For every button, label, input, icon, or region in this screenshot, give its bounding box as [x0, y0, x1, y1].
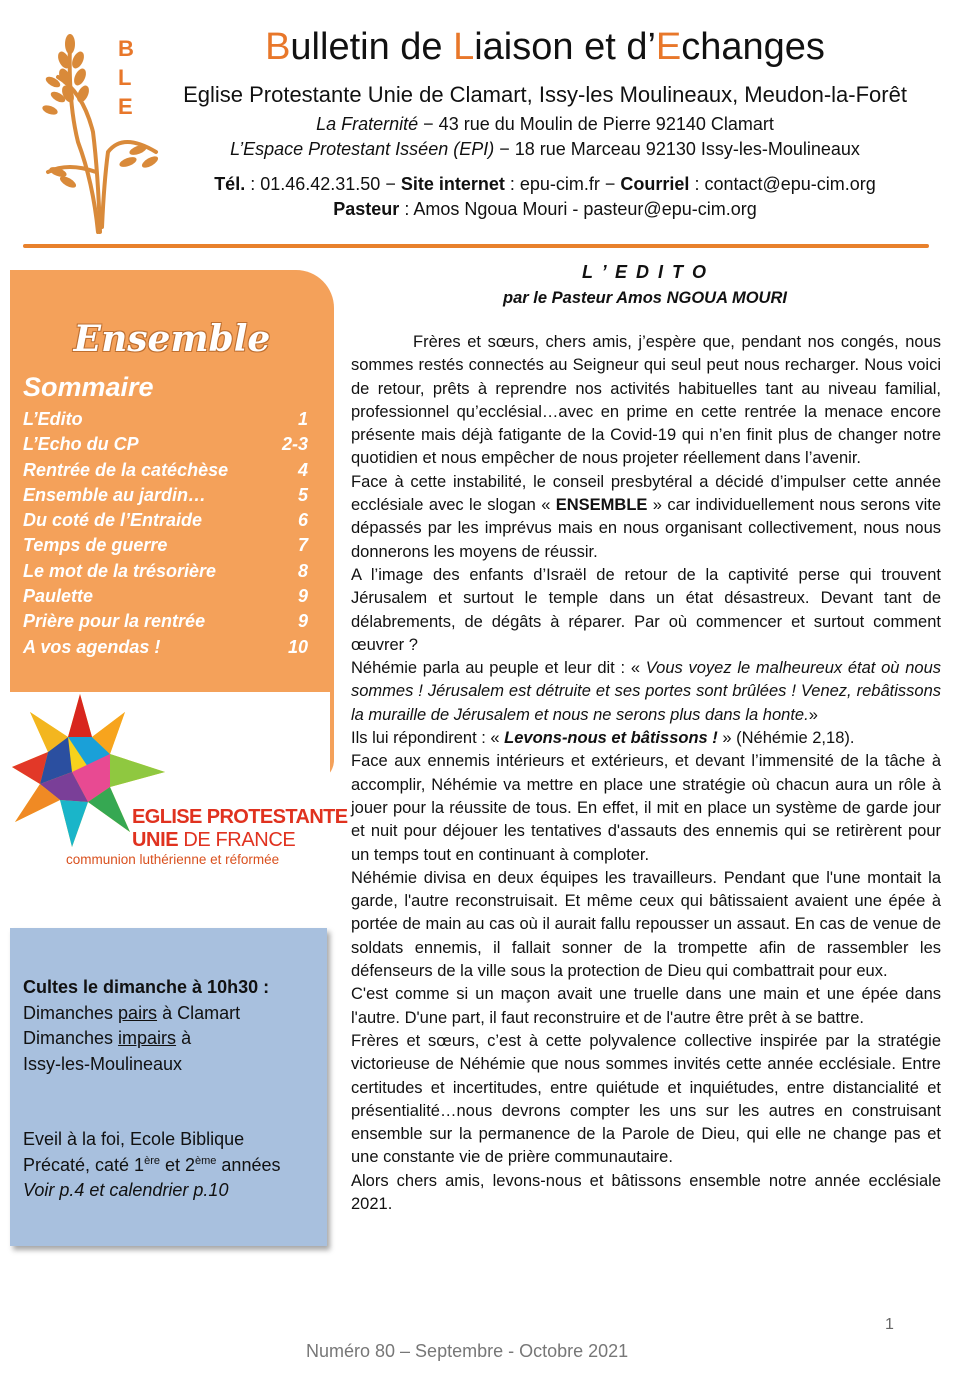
- toc-label: Rentrée de la catéchèse: [23, 459, 229, 480]
- toc-item[interactable]: [23, 508, 308, 533]
- table-of-contents: [23, 407, 308, 660]
- quote: Levons-nous et bâtissons !: [504, 729, 718, 748]
- text: à: [176, 1028, 192, 1048]
- epudf-unie: UNIE: [132, 829, 179, 851]
- church-subtitle: Eglise Protestante Unie de Clamart, Issy-les Moulineaux, Meudon-la-Forêt: [183, 82, 907, 107]
- toc-page: 9: [297, 586, 308, 607]
- pastor-value[interactable]: : Amos Ngoua Mouri - pasteur@epu-cim.org: [399, 199, 757, 219]
- text: à Clamart: [157, 1002, 241, 1023]
- paragraph: Alors chers amis, levons-nous et bâtissons ensemble notre année ecclésiale 2021.: [351, 1171, 941, 1213]
- toc-page: 5: [297, 484, 308, 505]
- text: pairs: [118, 1002, 158, 1023]
- site-value[interactable]: : epu-cim.fr −: [504, 174, 621, 194]
- toc-item[interactable]: [23, 559, 308, 584]
- toc-page: 10: [287, 636, 308, 657]
- tel-value: : 01.46.42.31.50 −: [245, 174, 401, 194]
- precate-line: [23, 1153, 323, 1179]
- paragraph: A l’image des enfants d’Israël de retour de la captivité perse qui trouvent Jérusalem et surtout le temple dans un état désastreux. Devant tant de délabrements, de dégâts à réparer. Par où commencer et surtout comment œuvrer ?: [351, 565, 941, 654]
- cultes-clamart: [23, 1001, 323, 1027]
- address-epi: [150, 139, 940, 160]
- address-text: − 18 rue Marceau 92130 Issy-les-Moulineaux: [494, 139, 860, 159]
- toc-label: Ensemble au jardin…: [23, 484, 207, 505]
- toc-item[interactable]: [23, 432, 308, 457]
- text: et 2: [159, 1154, 196, 1175]
- paragraph: C'est comme si un maçon avait une truelle dans une main et une épée dans l'autre. D'une part, il faut reconstruire et de l'autre être prêt à se battre.: [351, 985, 941, 1027]
- toc-label: L’Edito: [23, 409, 83, 429]
- text: » (Néhémie 2,18).: [717, 729, 855, 748]
- tel-label: Tél.: [214, 174, 246, 194]
- text: années: [216, 1154, 281, 1175]
- paragraph: Face aux ennemis intérieurs et extérieurs, et devant l’immensité de la tâche à accomplir, Néhémie va mettre en place une stratégie où chacun aura un rôle à jouer pour la réussite de tous. En effet, il mit en place un système de garde jour et nuit pour déjouer les tentatives d'assauts des ennemis qui se retirèrent pour un temps tout en continuant à comploter.: [351, 752, 941, 864]
- site-label: Site internet: [400, 174, 505, 194]
- toc-label: Temps de guerre: [23, 535, 168, 556]
- text: Dimanches: [23, 1002, 119, 1023]
- contact-line: [150, 174, 940, 195]
- eveil-line: Eveil à la foi, Ecole Biblique: [23, 1129, 245, 1149]
- paragraph: [351, 471, 941, 564]
- toc-page: 1: [297, 409, 308, 429]
- paragraph: [351, 727, 941, 750]
- toc-item[interactable]: [23, 458, 308, 483]
- epudf-name-line2: [132, 829, 295, 852]
- toc-label: A vos agendas !: [23, 636, 161, 657]
- toc-label: L’Echo du CP: [23, 434, 139, 455]
- paragraph: Frères et sœurs, c’est à cette polyvalence collective inspirée par la stratégie victorieuse de Néhémie que nous sommes invités cette année ecclésiale. Entre certitudes et incertitudes, entre quiétude et inquiétudes, entre distancialité et présentialité…nous devrons compter les uns sur les autres en construisant ensemble sur la permanence de la Parole de Dieu, qui elle ne change pas et une constante vie de prière communautaire.: [351, 1031, 941, 1167]
- pastor-line: [150, 199, 940, 220]
- toc-page: 9: [297, 611, 308, 632]
- ble-letters: [118, 34, 134, 121]
- text: Néhémie parla au peuple et leur dit : «: [351, 659, 646, 678]
- issue-footer: Numéro 80 – Septembre - Octobre 2021: [306, 1341, 629, 1361]
- epudf-name-line1: EGLISE PROTESTANTE: [132, 806, 348, 828]
- paragraph: Néhémie divisa en deux équipes les travailleurs. Pendant que l'une montait la garde, l'autre reconstruisait. Et même ceux qui bâtissaient avaient une épée à portée de main au cas où il aurait fallu repousser un assaut. En cas de venue de soldats ennemis, il fallait sonner de la trompette afin de rassembler les défenseurs de la ville sous la protection de Dieu qui combattrait pour eux.: [351, 868, 941, 981]
- bulletin-title: [150, 26, 940, 69]
- toc-page: 7: [297, 535, 308, 556]
- address-name: L’Espace Protestant Isséen (EPI): [230, 139, 495, 159]
- epudf-tagline: communion luthérienne et réformée: [66, 852, 280, 867]
- toc-page: 2-3: [281, 434, 308, 455]
- mail-label: Courriel: [620, 174, 690, 194]
- pastor-label: Pasteur: [333, 199, 400, 219]
- title-initial: B: [265, 26, 291, 68]
- page-number: 1: [885, 1316, 894, 1333]
- edito-byline: par le Pasteur Amos NGOUA MOURI: [503, 289, 787, 307]
- toc-item[interactable]: [23, 483, 308, 508]
- paragraph: Frères et sœurs, chers amis, j’espère que, pendant nos congés, nous sommes restés connectés au Seigneur qui seul peut nous recharger. Nous voici de retour, prêts à reprendre nos activités habituelles tant au niveau familial, professionnel qu’ecclésial…avec en prime en cette rentrée la menace encore présente mais déjà fatigante de la Covid-19 qui n’en finit plus de changer notre quotidien et nous empêcher de nous projeter réellement dans l’avenir.: [351, 333, 941, 468]
- text: »: [808, 705, 818, 724]
- text: ère: [144, 1154, 160, 1167]
- ble-letter: E: [118, 94, 133, 119]
- toc-page: 8: [297, 560, 308, 581]
- spacer: [23, 1077, 323, 1127]
- paragraph: [351, 657, 941, 727]
- toc-label: Du coté de l’Entraide: [23, 510, 203, 531]
- toc-label: Paulette: [23, 586, 94, 607]
- sommaire-heading: Sommaire: [23, 372, 154, 402]
- text: impairs: [118, 1028, 177, 1048]
- mail-value[interactable]: : contact@epu-cim.org: [689, 174, 876, 194]
- toc-item[interactable]: [23, 635, 308, 660]
- cultes-issy-city: Issy-les-Moulineaux: [23, 1053, 183, 1074]
- title-part: changes: [681, 26, 825, 68]
- address-fraternite: [150, 114, 940, 135]
- toc-page: 6: [297, 510, 308, 531]
- toc-item[interactable]: [23, 609, 308, 634]
- wheat-logo-icon: [38, 22, 163, 237]
- ble-letter: B: [118, 36, 134, 61]
- ensemble-slogan: Ensemble: [73, 318, 271, 360]
- edito-body: [351, 331, 941, 1216]
- toc-item[interactable]: [23, 584, 308, 609]
- text: » car individuellement nous serons vite dépassés par les imprévus mais en nous organisant collectivement, nous nous donnerons les moyens de réussir.: [351, 496, 941, 561]
- ble-letter: L: [118, 65, 132, 90]
- text: ème: [195, 1154, 217, 1167]
- text: Dimanches: [23, 1028, 119, 1048]
- text: Précaté, caté 1: [23, 1154, 145, 1175]
- quote: Vous voyez le malheureux état où nous sommes ! Jérusalem est détruite et ses portes sont brûlées ! Venez, rebâtissons la muraille de Jérusalem et nous ne serons plus dans la honte.: [351, 659, 941, 724]
- address-name: La Fraternité: [316, 114, 419, 134]
- text: Ils lui répondirent : «: [351, 729, 505, 748]
- cultes-title: Cultes le dimanche à 10h30 :: [23, 977, 270, 997]
- cultes-issy: [23, 1026, 323, 1052]
- epudf-de-france: DE FRANCE: [178, 829, 296, 851]
- toc-item[interactable]: [23, 407, 308, 432]
- toc-label: Prière pour la rentrée: [23, 611, 206, 632]
- title-initial: L: [453, 26, 475, 68]
- title-part: ulletin de: [290, 26, 454, 68]
- cultes-info: [23, 975, 323, 1204]
- title-initial: E: [655, 26, 682, 68]
- edito-title: L ’ E D I T O: [581, 262, 708, 282]
- title-part: iaison et d’: [474, 26, 656, 68]
- header-divider: [23, 244, 929, 248]
- text: ENSEMBLE: [555, 496, 648, 515]
- toc-item[interactable]: [23, 533, 308, 558]
- text: Face à cette instabilité, le conseil presbytéral a décidé d’impulser cette année ecclésiale avec le slogan «: [351, 472, 941, 515]
- toc-page: 4: [297, 459, 308, 480]
- voir-line: Voir p.4 et calendrier p.10: [23, 1180, 229, 1200]
- address-text: − 43 rue du Moulin de Pierre 92140 Clamart: [418, 114, 774, 134]
- toc-label: Le mot de la trésorière: [23, 560, 217, 581]
